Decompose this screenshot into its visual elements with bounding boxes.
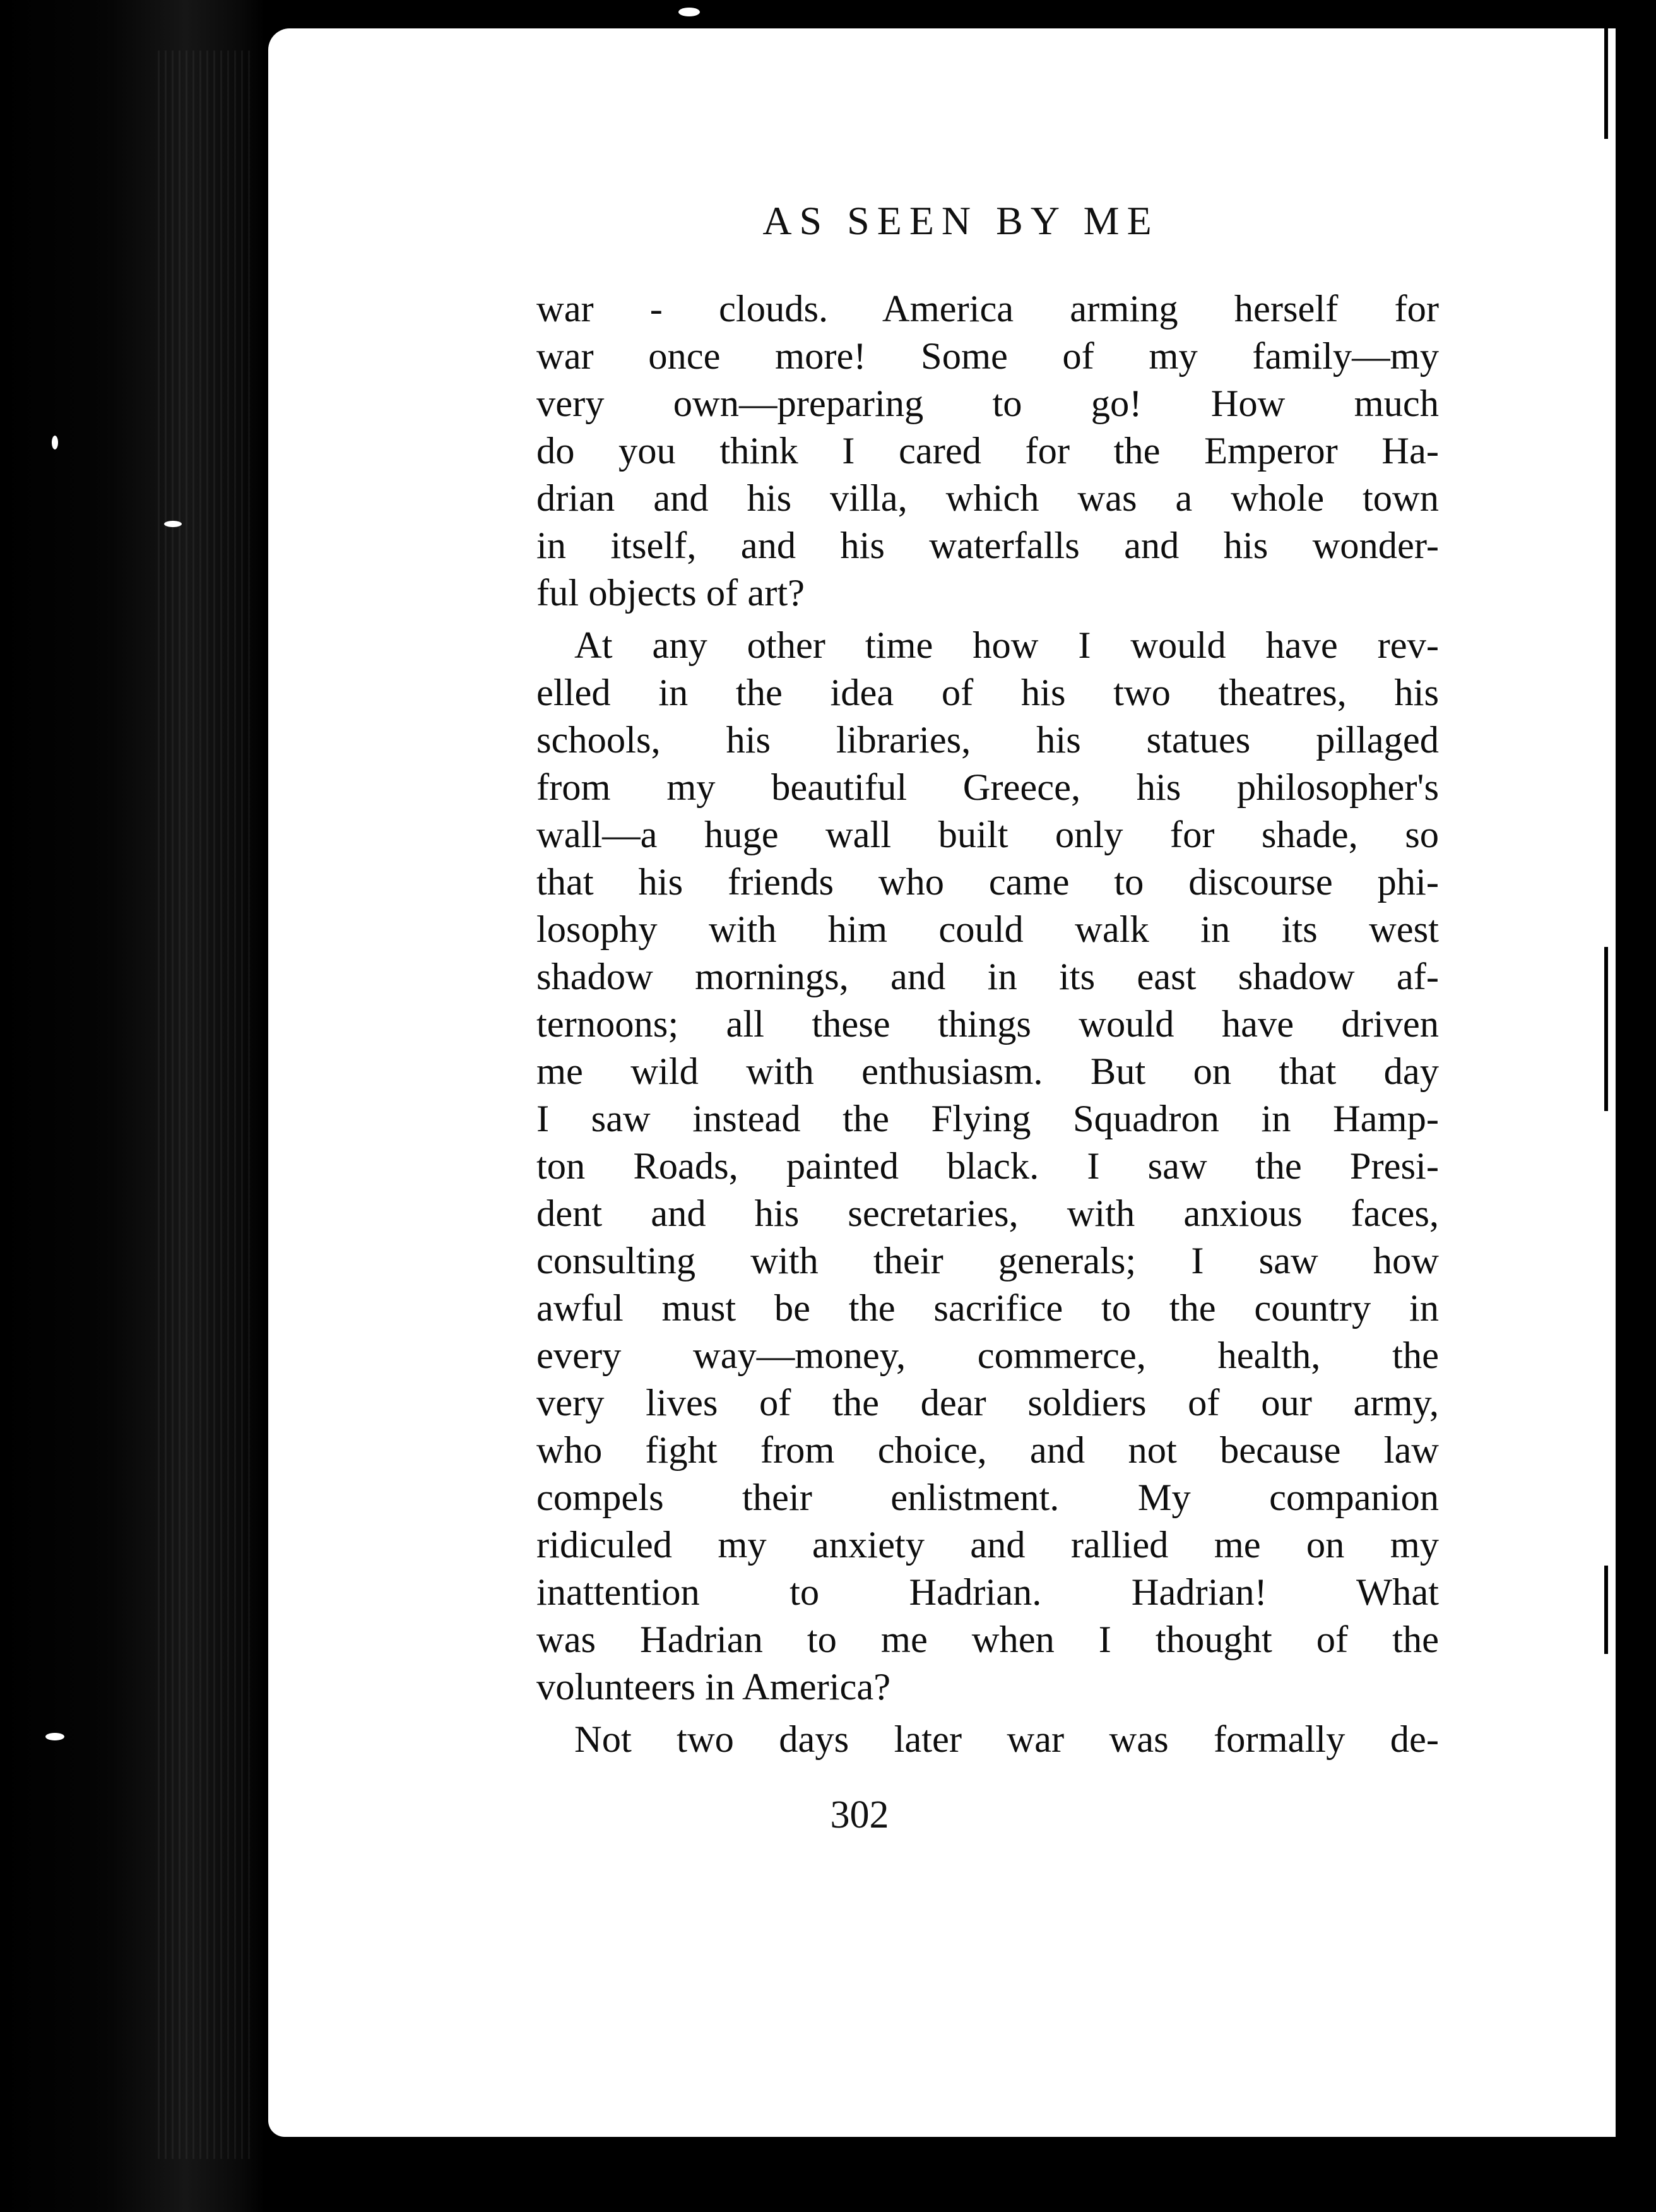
right-edge-mark bbox=[1604, 947, 1608, 1111]
text-line: do you think I cared for the Emperor Ha- bbox=[536, 430, 1439, 472]
scan-speck bbox=[52, 436, 58, 449]
text-line: ful objects of art? bbox=[536, 572, 805, 614]
text-line: shadow mornings, and in its east shadow af- bbox=[536, 956, 1439, 998]
running-head: AS SEEN BY ME bbox=[762, 198, 1159, 243]
text-line: that his friends who came to discourse phi- bbox=[536, 861, 1439, 903]
body-text bbox=[536, 285, 1439, 1763]
text-line: awful must be the sacrifice to the country in bbox=[536, 1287, 1439, 1329]
paragraph bbox=[536, 285, 1439, 617]
text-line: Not two days later war was formally de- bbox=[574, 1718, 1439, 1761]
right-margin-shadow bbox=[1616, 0, 1656, 2212]
text-line: very own—preparing to go! How much bbox=[536, 383, 1439, 425]
text-line: ridiculed my anxiety and rallied me on my bbox=[536, 1524, 1439, 1566]
text-line: inattention to Hadrian. Hadrian! What bbox=[536, 1571, 1439, 1614]
page-number: 302 bbox=[830, 1793, 889, 1836]
text-line: war - clouds. America arming herself for bbox=[536, 288, 1439, 330]
text-line: compels their enlistment. My companion bbox=[536, 1477, 1439, 1519]
text-line: schools, his libraries, his statues pillaged bbox=[536, 719, 1439, 761]
text-line: losophy with him could walk in its west bbox=[536, 908, 1439, 951]
paragraph bbox=[536, 622, 1439, 1711]
text-line: me wild with enthusiasm. But on that day bbox=[536, 1050, 1439, 1093]
text-line: was Hadrian to me when I thought of the bbox=[536, 1619, 1439, 1661]
scan-speck bbox=[164, 521, 182, 527]
text-line: I saw instead the Flying Squadron in Hamp- bbox=[536, 1098, 1439, 1140]
scan-speck bbox=[678, 8, 700, 16]
text-line: every way—money, commerce, health, the bbox=[536, 1335, 1439, 1377]
text-line: who fight from choice, and not because law bbox=[536, 1429, 1439, 1472]
right-edge-mark bbox=[1604, 1566, 1608, 1654]
text-line: ton Roads, painted black. I saw the Presi- bbox=[536, 1145, 1439, 1187]
text-line: wall—a huge wall built only for shade, so bbox=[536, 814, 1439, 856]
text-line: volunteers in America? bbox=[536, 1666, 891, 1708]
page-edge-lines bbox=[158, 51, 252, 2159]
text-line: very lives of the dear soldiers of our army, bbox=[536, 1382, 1439, 1424]
scan-speck bbox=[45, 1733, 64, 1740]
text-line: in itself, and his waterfalls and his wonder- bbox=[536, 525, 1439, 567]
text-line: from my beautiful Greece, his philosopher's bbox=[536, 766, 1439, 809]
text-line: consulting with their generals; I saw how bbox=[536, 1240, 1439, 1282]
paragraph bbox=[536, 1716, 1439, 1763]
text-line: At any other time how I would have rev- bbox=[574, 624, 1439, 667]
text-line: dent and his secretaries, with anxious faces, bbox=[536, 1192, 1439, 1235]
text-line: war once more! Some of my family—my bbox=[536, 335, 1439, 378]
text-line: drian and his villa, which was a whole town bbox=[536, 477, 1439, 520]
book-spine-edge bbox=[0, 0, 265, 2212]
text-line: ternoons; all these things would have driven bbox=[536, 1003, 1439, 1045]
text-line: elled in the idea of his two theatres, his bbox=[536, 672, 1439, 714]
right-edge-mark bbox=[1604, 25, 1608, 139]
